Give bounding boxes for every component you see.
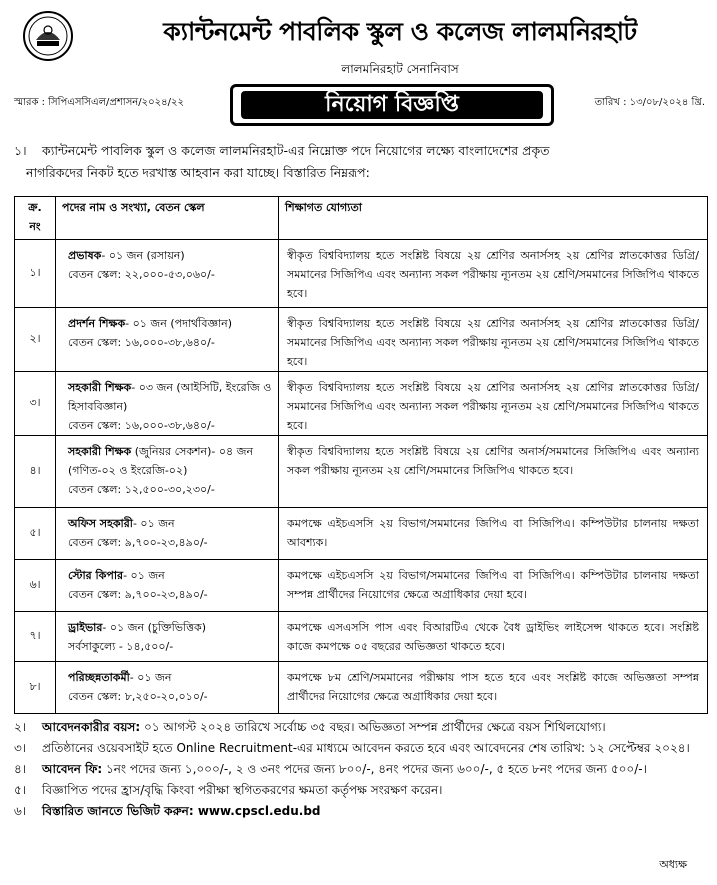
post-detail: - ০৩ জন (আইসিটি, ইংরেজি ও হিসাববিজ্ঞান) xyxy=(68,381,272,413)
table-row xyxy=(15,612,708,662)
note-number: ৩। xyxy=(14,741,27,755)
post-name: অফিস সহকারী xyxy=(68,517,133,530)
post-detail: - ০১ জন xyxy=(129,671,172,684)
table-row xyxy=(15,560,708,612)
post-detail: - ০১ জন xyxy=(132,517,175,530)
school-name: ক্যান্টনমেন্ট পাবলিক স্কুল ও কলেজ লালমনিরহাট xyxy=(163,17,637,46)
note-website xyxy=(14,801,708,822)
post-cell xyxy=(56,662,279,714)
note-fee xyxy=(14,759,708,780)
intro-text: ক্যান্টনমেন্ট পাবলিক স্কুল ও কলেজ লালমনিরহাট-এর নিম্নোক্ত পদে নিয়োগের লক্ষ্যে বাংলাদেশের প্রকৃত xyxy=(42,143,550,158)
school-location: লালমনিরহাট সেনানিবাস xyxy=(341,62,459,76)
table-row xyxy=(15,308,708,372)
table-row xyxy=(15,240,708,308)
post-name: স্টোর কিপার xyxy=(68,569,124,582)
row-number: ৫। xyxy=(15,508,56,560)
title-banner xyxy=(230,84,554,126)
post-name: সহকারী শিক্ষক xyxy=(68,445,132,458)
table-row xyxy=(15,508,708,560)
post-cell xyxy=(56,308,279,372)
header xyxy=(0,6,717,76)
note-text: ১নং পদের জন্য ১,০০০/-, ২ ও ৩নং পদের জন্য ৮০০/-, ৪নং পদের জন্য ৬০০/-, ৫ হতে ৮নং পদের জন্য ৫০০/-। xyxy=(102,762,647,776)
post-detail: - ০১ জন (রসায়ন) xyxy=(101,249,185,262)
note-label: আবেদন ফি: xyxy=(42,762,103,776)
post-cell xyxy=(56,612,279,662)
salary-scale: বেতন স্কেল: ১৬,০০০-৩৮,৬৪০/- xyxy=(68,419,215,432)
post-name: সহকারী শিক্ষক xyxy=(68,381,132,394)
post-detail: - ০১ জন xyxy=(123,569,165,582)
note-age xyxy=(14,717,708,738)
row-number: ৮। xyxy=(15,662,56,714)
post-cell xyxy=(56,240,279,308)
qualification: স্বীকৃত বিশ্ববিদ্যালয় হতে সংশ্লিষ্ট বিষয়ে ২য় শ্রেণির অনার্স/সমমানের সিজিপিএ এবং অন্যান্য সকল পরীক্ষায় ন্যূনতম ২য় শ্রেণি/সমমানের সিজিপিএ থাকতে হবে। xyxy=(279,436,708,508)
salary-scale: বেতন স্কেল: ১২,৫০০-৩০,২৩০/- xyxy=(68,483,215,496)
header-qualification: শিক্ষাগত যোগ্যতা xyxy=(279,197,708,240)
row-number: ১। xyxy=(15,240,56,308)
post-detail: - ০১ জন (চুক্তিভিত্তিক) xyxy=(102,621,206,634)
row-number: ২। xyxy=(15,308,56,372)
header-post: পদের নাম ও সংখ্যা, বেতন স্কেল xyxy=(56,197,279,240)
intro-paragraph xyxy=(14,140,706,184)
post-cell xyxy=(56,508,279,560)
salary-scale: সর্বসাকুল্যে - ১৪,৫০০/- xyxy=(68,640,174,653)
note-text: ০১ আগস্ট ২০২৪ তারিখে সর্বোচ্চ ৩৫ বছর। অভিজ্ঞতা সম্পন্ন প্রার্থীদের ক্ষেত্রে বয়স শিথিলযোগ্য। xyxy=(140,720,606,734)
table-row xyxy=(15,372,708,436)
post-name: ড্রাইভার xyxy=(68,621,103,634)
note-number: ৬। xyxy=(14,804,27,818)
post-detail: - ০১ জন (পদার্থবিজ্ঞান) xyxy=(125,317,233,330)
note-text: বিজ্ঞাপিত পদের হ্রাস/বৃদ্ধি কিংবা পরীক্ষা স্থগিতকরণের ক্ষমতা কর্তৃপক্ষ সংরক্ষণ করেন। xyxy=(42,783,443,797)
intro-number: ১। xyxy=(14,143,27,158)
table-row xyxy=(15,436,708,508)
qualification: কমপক্ষে ৮ম শ্রেণি/সমমানের পরীক্ষায় পাস হতে হবে এবং সংশ্লিষ্ট কাজে অভিজ্ঞতা সম্পন্ন প্রার্থীদের নিয়োগের ক্ষেত্রে অগ্রাধিকার দেয়া হবে। xyxy=(279,662,708,714)
page-title: নিয়োগ বিজ্ঞপ্তি xyxy=(241,91,543,119)
note-number: ৫। xyxy=(14,783,27,797)
school-logo xyxy=(22,10,74,62)
note-number: ২। xyxy=(14,720,27,734)
post-cell xyxy=(56,560,279,612)
note-application xyxy=(14,738,708,759)
post-detail: (জুনিয়র সেকশন)- ০৪ জন (গণিত-০২ ও ইংরেজি-০২) xyxy=(68,445,254,477)
salary-scale: বেতন স্কেল: ৯,৭০০-২৩,৪৯০/- xyxy=(68,536,208,549)
website-link[interactable]: বিস্তারিত জানতে ভিজিট করুন: www.cpscl.edu.bd xyxy=(42,804,321,818)
positions-table xyxy=(14,196,708,714)
salary-scale: বেতন স্কেল: ৮,২৫০-২০,০১০/- xyxy=(68,690,208,703)
post-name: পরিচ্ছন্নতাকর্মী xyxy=(68,671,130,684)
post-cell xyxy=(56,372,279,436)
note-label: আবেদনকারীর বয়স: xyxy=(42,720,141,734)
post-name: প্রদর্শন শিক্ষক xyxy=(68,317,126,330)
row-number: ৭। xyxy=(15,612,56,662)
qualification: স্বীকৃত বিশ্ববিদ্যালয় হতে সংশ্লিষ্ট বিষয়ে ২য় শ্রেণির অনার্সসহ ২য় শ্রেণির স্নাতকোত্তর ডিগ্রি/সমমানের সিজিপিএ এবং অন্যান্য সকল পরীক্ষায় ন্যূনতম ২য় শ্রেণি/সমমানের সিজিপিএ থাকতে হবে। xyxy=(279,240,708,308)
salary-scale: বেতন স্কেল: ৯,৭০০-২৩,৪৯০/- xyxy=(68,588,208,601)
note-number: ৪। xyxy=(14,762,27,776)
row-number: ৩। xyxy=(15,372,56,436)
qualification: কমপক্ষে এইচএসসি ২য় বিভাগ/সমমানের জিপিএ বা সিজিপিএ। কম্পিউটার চালনায় দক্ষতা সম্পন্ন প্রার্থীদের নিয়োগের ক্ষেত্রে অগ্রাধিকার দেয়া হবে। xyxy=(279,560,708,612)
signature-principal: অধ্যক্ষ xyxy=(659,858,687,871)
row-number: ৪। xyxy=(15,436,56,508)
header-serial: ক্র. নং xyxy=(15,197,56,240)
table-header-row xyxy=(15,197,708,240)
notice-date: তারিখ : ১৩/০৮/২০২৪ খ্রি. xyxy=(594,97,705,108)
intro-text-continued: নাগরিকদের নিকট হতে দরখাস্ত আহবান করা যাচ্ছে। বিস্তারিত নিম্নরূপ: xyxy=(26,165,370,180)
memo-number: স্মারক : সিপিএসসিএল/প্রশাসন/২০২৪/২২ xyxy=(14,97,185,108)
note-authority xyxy=(14,780,708,801)
row-number: ৬। xyxy=(15,560,56,612)
salary-scale: বেতন স্কেল: ১৬,০০০-৩৮,৬৪০/- xyxy=(68,336,215,349)
note-text: প্রতিষ্ঠানের ওয়েবসাইট হতে Online Recruitment-এর মাধ্যমে আবেদন করতে হবে এবং আবেদনের শেষ তারিখ: ১২ সেপ্টেম্বর ২০২৪। xyxy=(42,741,690,755)
notes-list xyxy=(14,717,708,822)
qualification: স্বীকৃত বিশ্ববিদ্যালয় হতে সংশ্লিষ্ট বিষয়ে ২য় শ্রেণির অনার্সসহ ২য় শ্রেণির স্নাতকোত্তর ডিগ্রি/সমমানের সিজিপিএ এবং অন্যান্য সকল পরীক্ষায় ন্যূনতম ২য় শ্রেণি/সমমানের সিজিপিএ থাকতে হবে। xyxy=(279,308,708,372)
post-cell xyxy=(56,436,279,508)
qualification: স্বীকৃত বিশ্ববিদ্যালয় হতে সংশ্লিষ্ট বিষয়ে ২য় শ্রেণির অনার্সসহ ২য় শ্রেণির স্নাতকোত্তর ডিগ্রি/সমমানের সিজিপিএ এবং অন্যান্য সকল পরীক্ষায় ন্যূনতম ২য় শ্রেণি/সমমানের সিজিপিএ থাকতে হবে। xyxy=(279,372,708,436)
table-row xyxy=(15,662,708,714)
salary-scale: বেতন স্কেল: ২২,০০০-৫৩,০৬০/- xyxy=(68,268,215,281)
post-name: প্রভাষক xyxy=(68,249,102,262)
qualification: কমপক্ষে এসএসসি পাস এবং বিআরটিএ থেকে বৈধ ড্রাইভিং লাইসেন্স থাকতে হবে। সংশ্লিষ্ট কাজে কমপক্ষে ০৫ বছরের অভিজ্ঞতা থাকতে হবে। xyxy=(279,612,708,662)
qualification: কমপক্ষে এইচএসসি ২য় বিভাগ/সমমানের জিপিএ বা সিজিপিএ। কম্পিউটার চালনায় দক্ষতা আবশ্যক। xyxy=(279,508,708,560)
